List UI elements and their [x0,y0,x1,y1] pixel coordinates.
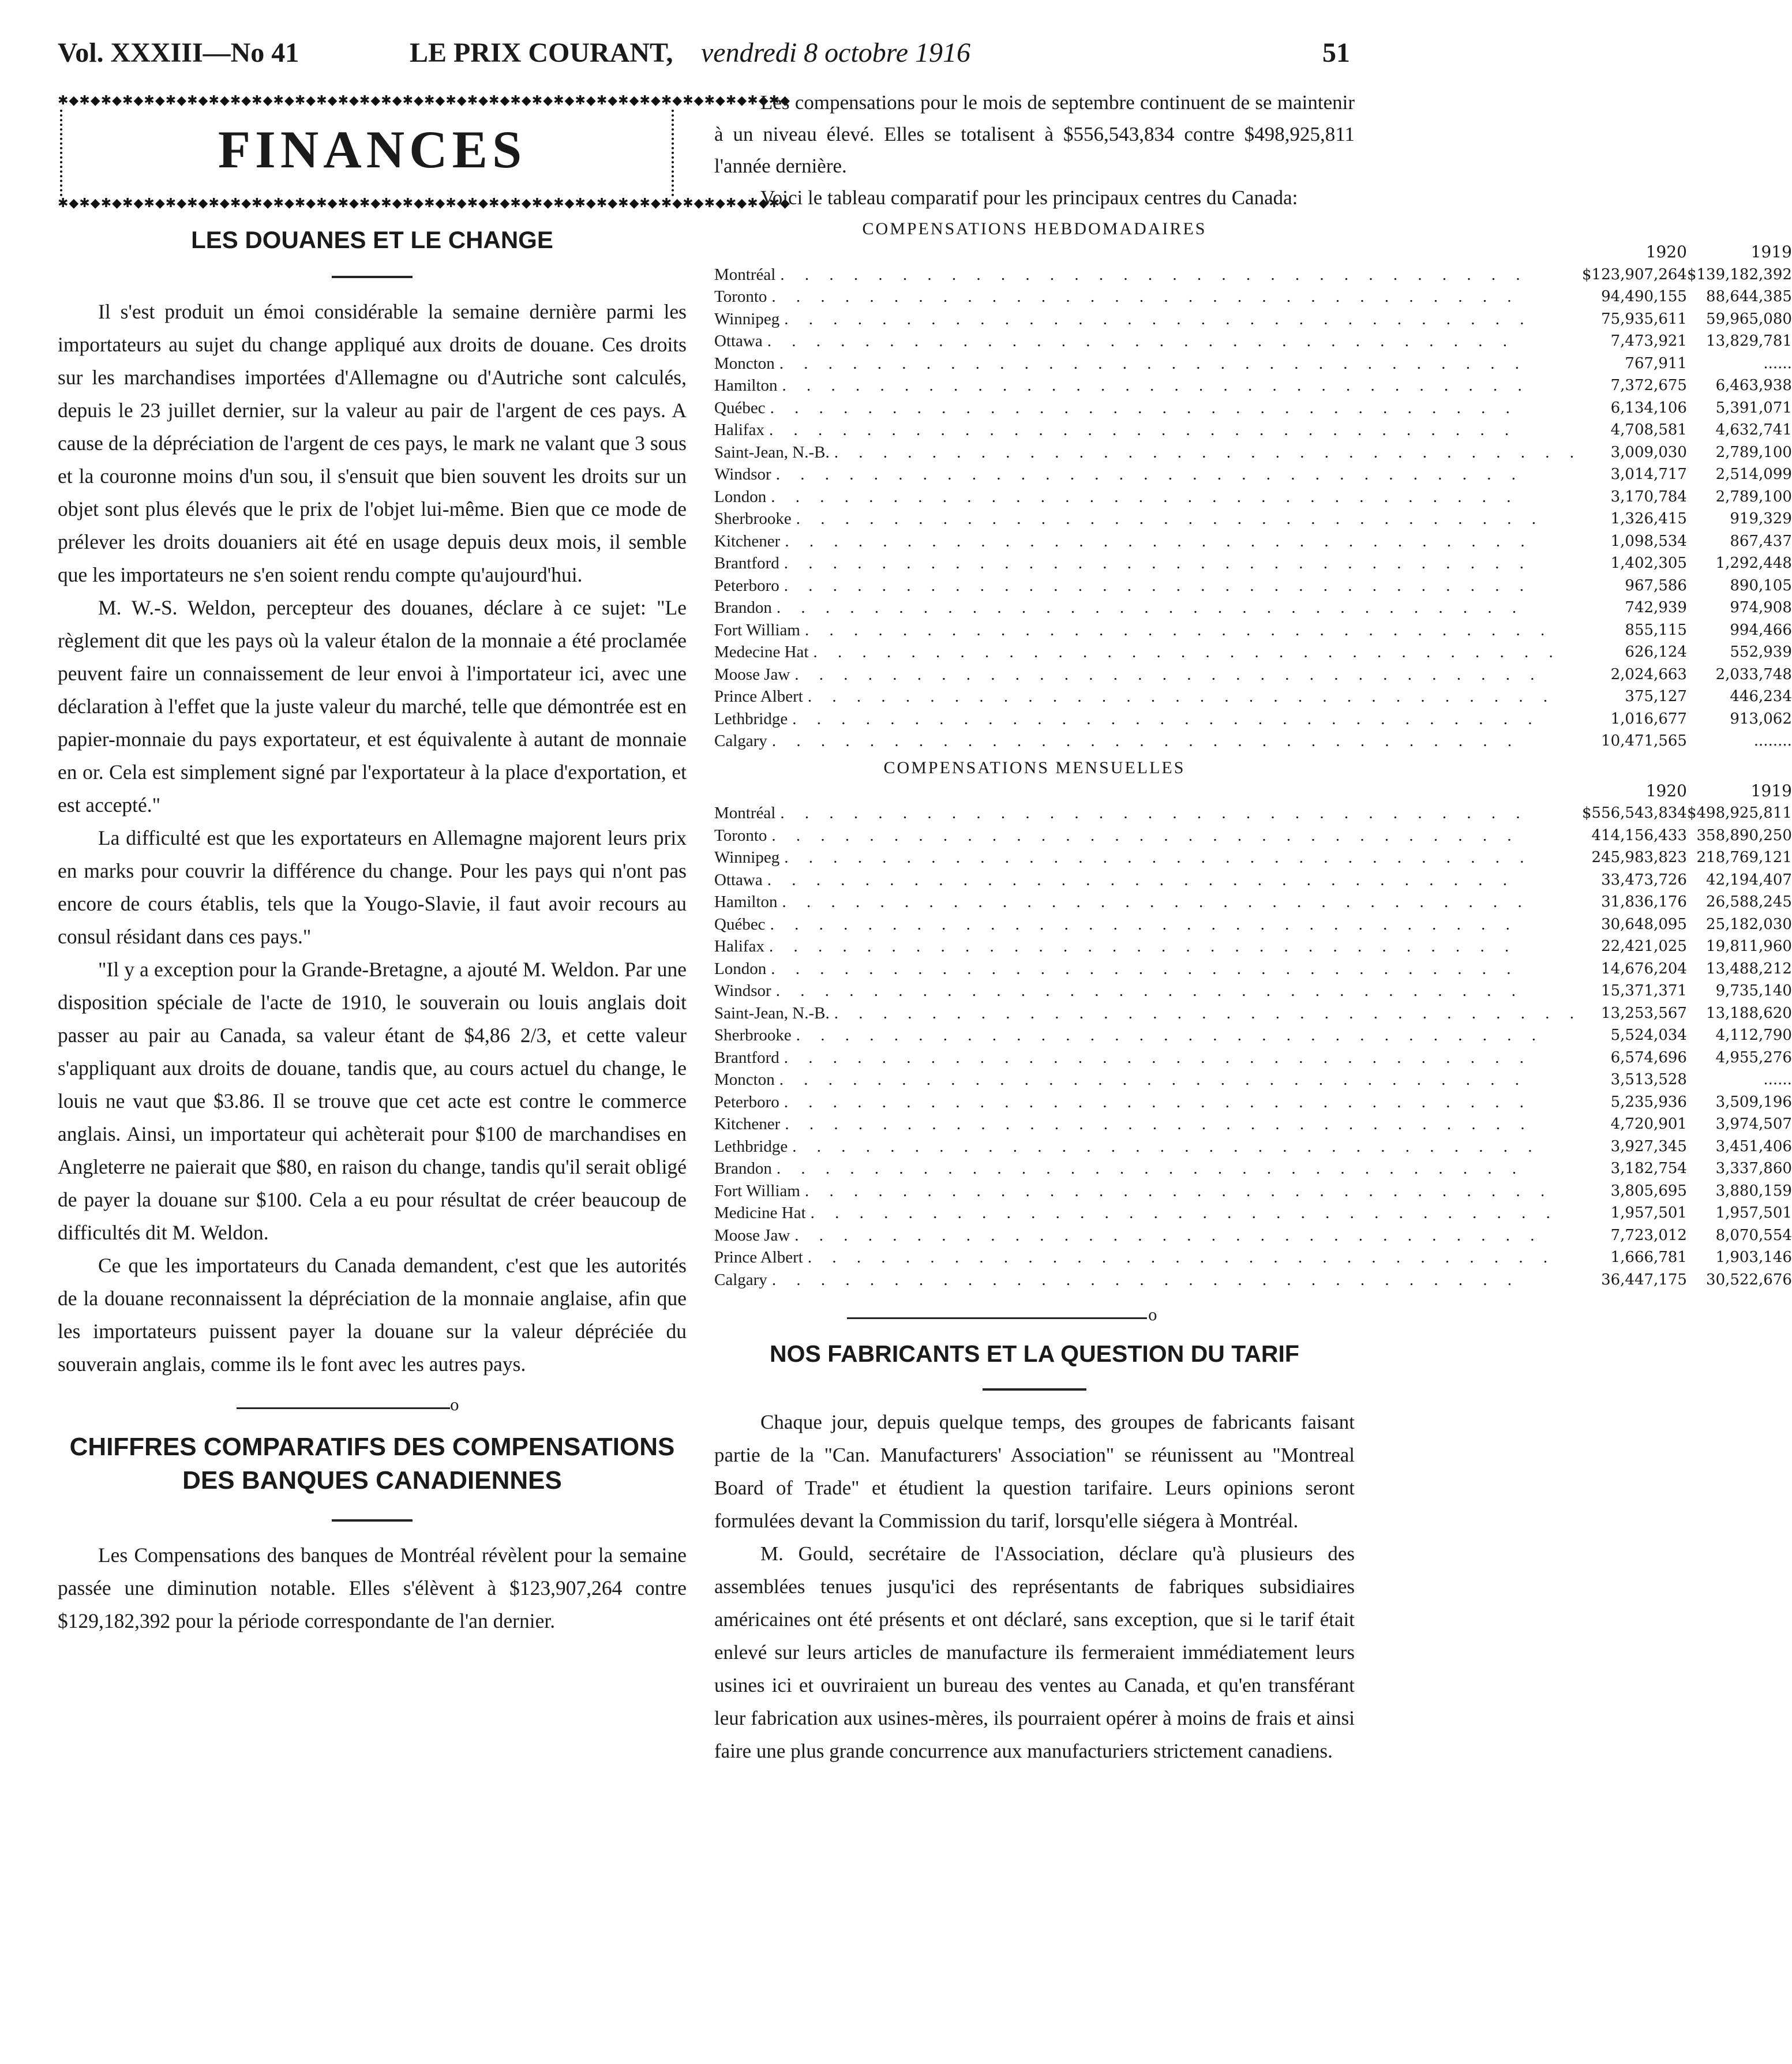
page-header [58,33,1350,80]
value-1920: 1,016,677 [1610,710,1687,728]
separator-glyph: o [450,1397,459,1414]
value-1919: 8,070,554 [1715,1226,1792,1244]
value-1919: $498,925,811 [1686,804,1792,822]
article-title-douanes: LES DOUANES ET LE CHANGE [191,226,553,253]
leader-dots: . . . . . . . . . . . . . . . . . . . . . . . . . . . . . . . [810,1204,1558,1222]
table-row [714,1047,1792,1069]
value-1920: 3,009,030 [1610,443,1687,461]
title-rule [983,1388,1086,1391]
leader-dots: . . . . . . . . . . . . . . . . . . . . . . . . . . . . . . . [796,1026,1544,1044]
city-name: Québec [714,398,766,417]
value-1920: 6,134,106 [1610,399,1687,417]
monthly-table-title: COMPENSATIONS MENSUELLES [883,758,1186,777]
value-1920: 1,402,305 [1610,555,1687,572]
leader-dots: . . . . . . . . . . . . . . . . . . . . . . . . . . . . . . . [771,287,1520,306]
leader-dots: . . . . . . . . . . . . . . . . . . . . . . . . . . . . . . . [770,398,1518,417]
article-paragraph: Les Compensations des banques de Montréal révèlent pour la semaine passée une diminution notable. Elles s'élèvent à $123,907,264 contre $129,182,392 pour la période correspondante de l'an dernier. [58,1544,687,1632]
value-1920: 5,524,034 [1610,1027,1687,1044]
city-name: Halifax [714,937,764,956]
value-1919: 26,588,245 [1706,893,1792,911]
finances-banner [58,87,790,219]
city-name: Lethbridge [714,1137,788,1156]
table-row [714,641,1792,664]
year-1919: 1919 [1750,781,1792,800]
article-paragraph: Il s'est produit un émoi considérable la semaine dernière parmi les importateurs au sujet du change appliqué aux droits de douane. Ces droits sur les marchandises importées d'Allemagne ou d'Autriche sont calculés, depuis le 23 juillet dernier, sur la valeur au pair de l'argent de ces pays. A cause de la dépréciation de l'argent de ces pays, le mark ne valant que 3 sous et la couronne moins d'un sou, il s'ensuit que bien souvent les droits sur un objet sont plus élevés que le prix de l'objet lui-même. Bien que ce mode de prélever les droits douaniers ait été en usage depuis deux mois, il semble que les importateurs ne s'en soient rendu compte qu'aujourd'hui. [58,300,687,586]
leader-dots: . . . . . . . . . . . . . . . . . . . . . . . . . . . . . . . [768,421,1517,439]
leader-dots: . . . . . . . . . . . . . . . . . . . . . . . . . . . . . . . [782,893,1530,911]
city-name: Halifax [714,421,764,439]
value-1920: 375,127 [1625,688,1687,705]
city-name: Sherbrooke [714,1026,792,1044]
value-1919: 4,632,741 [1715,421,1792,439]
city-name: London [714,959,767,978]
table-row [714,958,1792,980]
city-name: Lethbridge [714,709,788,728]
leader-dots: . . . . . . . . . . . . . . . . . . . . . . . . . . . . . . . [770,915,1518,934]
value-1919: 4,112,790 [1715,1027,1792,1044]
city-name: Windsor [714,982,771,1000]
city-name: Brantford [714,1048,779,1067]
value-1919: 1,957,501 [1715,1204,1792,1222]
table-row [714,1002,1792,1025]
value-1920: 1,666,781 [1610,1249,1687,1266]
leader-dots: . . . . . . . . . . . . . . . . . . . . . . . . . . . . . . . [792,709,1540,728]
table-year-header [714,241,1792,264]
value-1919: 42,194,407 [1706,871,1792,889]
city-name: Calgary [714,1270,767,1289]
table-row [714,597,1792,619]
table-row [714,486,1792,508]
leader-dots: . . . . . . . . . . . . . . . . . . . . . . . . . . . . . . . [780,804,1528,822]
value-1919: 6,463,938 [1715,377,1792,394]
table-row [714,397,1792,419]
value-1920: 75,935,611 [1601,310,1687,328]
leader-dots: . . . . . . . . . . . . . . . . . . . . . . . . . . . . . . . [794,665,1543,684]
city-name: Medecine Hat [714,643,809,661]
value-1919: 9,735,140 [1715,982,1792,999]
right-column [714,87,1792,1767]
city-name: Ottawa [714,332,763,350]
value-1919: 2,789,100 [1715,443,1792,461]
value-1919: 4,955,276 [1715,1048,1792,1066]
value-1920: 94,490,155 [1601,288,1687,305]
city-name: Calgary [714,732,767,750]
value-1920: 5,235,936 [1610,1093,1687,1111]
value-1920: 855,115 [1625,621,1687,639]
table-row [714,1202,1792,1224]
leader-dots: . . . . . . . . . . . . . . . . . . . . . . . . . . . . . . . [807,687,1556,706]
table-row [714,286,1792,308]
table-row [714,419,1792,441]
title-rule [332,276,413,278]
table-row [714,1091,1792,1114]
leader-dots: . . . . . . . . . . . . . . . . . . . . . . . . . . . . . . . [813,643,1561,661]
city-name: Kitchener [714,531,781,550]
article-paragraph: La difficulté est que les exportateurs en Allemagne majorent leurs prix en marks pour couvrir la différence du change. Pour les pays qui n'ont pas encore de cours établis, tels que la Yougo-Slavie, il faut avoir recours au consul résidant dans ces pays." [58,826,687,948]
city-name: Hamilton [714,376,778,395]
city-name: Brandon [714,598,772,617]
value-1919: 3,509,196 [1715,1093,1792,1111]
table-row [714,730,1792,752]
leader-dots: . . . . . . . . . . . . . . . . . . . . . . . . . . . . . . . [783,1048,1532,1067]
value-1920: 967,586 [1625,576,1687,594]
city-name: Windsor [714,465,771,484]
title-rule [332,1519,413,1522]
value-1920: 4,708,581 [1610,421,1687,439]
table-year-header [714,780,1792,803]
value-1919: 974,908 [1730,599,1792,616]
value-1919: 59,965,080 [1706,310,1792,328]
value-1920: 4,720,901 [1610,1115,1687,1133]
value-1920: 10,471,565 [1601,732,1687,750]
volume-number: Vol. XXXIII—No 41 [58,38,299,68]
leader-dots: . . . . . . . . . . . . . . . . . . . . . . . . . . . . . . . [768,937,1517,956]
table-row [714,846,1792,869]
city-name: Peterboro [714,576,779,595]
value-1919: 913,062 [1730,710,1792,728]
leader-dots: . . . . . . . . . . . . . . . . . . . . . . . . . . . . . . . [782,376,1530,395]
table-row [714,1113,1792,1136]
city-name: Brandon [714,1159,772,1178]
value-1919: 3,880,159 [1715,1182,1792,1200]
value-1920: 7,372,675 [1610,377,1687,394]
city-name: Moose Jaw [714,1226,790,1245]
city-name: Winnipeg [714,309,780,328]
year-1920: 1920 [1645,242,1687,261]
leader-dots: . . . . . . . . . . . . . . . . . . . . . . . . . . . . . . . [767,870,1515,889]
city-name: Fort William [714,1181,800,1200]
value-1919: ........ [1753,732,1792,750]
value-1919: 1,292,448 [1715,555,1792,572]
issue-date: vendredi 8 octobre 1916 [701,38,970,68]
leader-dots: . . . . . . . . . . . . . . . . . . . . . . . . . . . . . . . [834,1003,1582,1022]
leader-dots: . . . . . . . . . . . . . . . . . . . . . . . . . . . . . . . [804,1181,1553,1200]
table-row [714,1136,1792,1158]
value-1919: $139,182,392 [1686,265,1792,283]
value-1919: 358,890,250 [1696,826,1792,844]
table-row [714,264,1792,286]
table-row [714,708,1792,731]
value-1920: 245,983,823 [1591,849,1687,866]
value-1920: 36,447,175 [1601,1271,1687,1288]
value-1919: 2,789,100 [1715,488,1792,505]
value-1919: 88,644,385 [1706,288,1792,305]
leader-dots: . . . . . . . . . . . . . . . . . . . . . . . . . . . . . . . [783,554,1532,572]
value-1919: 3,974,507 [1715,1115,1792,1133]
value-1920: 22,421,025 [1601,938,1687,955]
value-1920: 3,170,784 [1610,488,1687,505]
value-1919: 13,188,620 [1706,1004,1792,1022]
value-1920: 30,648,095 [1601,915,1687,933]
table-row [714,575,1792,597]
table-row [714,935,1792,958]
value-1920: 13,253,567 [1601,1004,1687,1022]
leader-dots: . . . . . . . . . . . . . . . . . . . . . . . . . . . . . . . [771,826,1520,845]
leader-dots: . . . . . . . . . . . . . . . . . . . . . . . . . . . . . . . [784,309,1532,328]
article-paragraph: Voici le tableau comparatif pour les principaux centres du Canada: [760,186,1298,209]
city-name: Prince Albert [714,687,803,706]
value-1919: 1,903,146 [1715,1249,1792,1266]
city-name: Fort William [714,620,800,639]
value-1920: 3,513,528 [1610,1071,1687,1088]
leader-dots: . . . . . . . . . . . . . . . . . . . . . . . . . . . . . . . [779,1070,1527,1089]
value-1919: ...... [1763,1071,1792,1088]
city-name: Toronto [714,287,767,306]
table-row [714,353,1792,375]
value-1919: 446,234 [1730,688,1792,705]
leader-dots: . . . . . . . . . . . . . . . . . . . . . . . . . . . . . . . [783,1092,1532,1111]
banner-border-bottom: ✱◆✱◆✱◆✱◆✱◆✱◆✱◆✱◆✱◆✱◆✱◆✱◆✱◆✱◆✱◆✱◆✱◆✱◆✱◆✱◆✱◆✱◆✱◆✱◆✱◆✱◆✱◆✱◆✱◆✱◆✱◆✱◆✱◆✱◆ [58,196,790,211]
leader-dots: . . . . . . . . . . . . . . . . . . . . . . . . . . . . . . . [783,576,1532,595]
banner-border-top: ✱◆✱◆✱◆✱◆✱◆✱◆✱◆✱◆✱◆✱◆✱◆✱◆✱◆✱◆✱◆✱◆✱◆✱◆✱◆✱◆✱◆✱◆✱◆✱◆✱◆✱◆✱◆✱◆✱◆✱◆✱◆✱◆✱◆✱◆ [58,93,790,108]
leader-dots: . . . . . . . . . . . . . . . . . . . . . . . . . . . . . . . [776,598,1525,617]
value-1920: 742,939 [1625,599,1687,616]
city-name: London [714,487,767,506]
value-1920: 7,723,012 [1610,1226,1687,1244]
value-1919: 2,033,748 [1715,665,1792,683]
leader-dots: . . . . . . . . . . . . . . . . . . . . . . . . . . . . . . . [780,265,1528,284]
leader-dots: . . . . . . . . . . . . . . . . . . . . . . . . . . . . . . . [834,443,1582,462]
value-1920: 2,024,663 [1610,665,1687,683]
table-row [714,869,1792,891]
article-paragraph: Ce que les importateurs du Canada demandent, c'est que les autorités de la douane reconnaissent la dépréciation de la monnaie anglaise, afin que les importateurs puissent payer la douane sur la valeur dépréciée du souverain anglais, comme ils le font avec les autres pays. [58,1254,687,1376]
table-row [714,1158,1792,1180]
value-1919: 19,811,960 [1706,938,1792,955]
leader-dots: . . . . . . . . . . . . . . . . . . . . . . . . . . . . . . . [804,620,1553,639]
table-row [714,1246,1792,1269]
value-1920: 14,676,204 [1601,960,1687,977]
article-paragraph: Les compensations pour le mois de septembre continuent de se maintenir à un niveau élevé. Elles se totalisent à $556,543,834 contre $498,925,811 l'année dernière. [714,91,1355,177]
table-row [714,1269,1792,1291]
table-row [714,1024,1792,1047]
value-1920: 3,014,717 [1610,466,1687,483]
leader-dots: . . . . . . . . . . . . . . . . . . . . . . . . . . . . . . . [792,1137,1540,1156]
leader-dots: . . . . . . . . . . . . . . . . . . . . . . . . . . . . . . . [779,354,1527,373]
city-name: Moncton [714,1070,775,1089]
city-name: Toronto [714,826,767,845]
leader-dots: . . . . . . . . . . . . . . . . . . . . . . . . . . . . . . . [796,510,1544,528]
value-1919: 3,451,406 [1715,1137,1792,1155]
city-name: Ottawa [714,870,763,889]
table-row [714,552,1792,575]
table-row [714,664,1792,686]
weekly-compensations-table [714,241,1792,752]
value-1919: 867,437 [1730,532,1792,550]
value-1920: 15,371,371 [1601,982,1687,999]
leader-dots: . . . . . . . . . . . . . . . . . . . . . . . . . . . . . . . [776,1159,1525,1178]
table-row [714,913,1792,936]
value-1920: 6,574,696 [1610,1048,1687,1066]
table-row [714,463,1792,486]
city-name: Hamilton [714,893,778,911]
value-1920: 3,805,695 [1610,1182,1687,1200]
city-name: Prince Albert [714,1248,803,1267]
city-name: Winnipeg [714,848,780,867]
page-number: 51 [1322,38,1350,68]
article-title-compensations: CHIFFRES COMPARATIFS DES COMPENSATIONS DES BANQUES CANADIENNES [69,1433,675,1494]
year-1920: 1920 [1645,781,1687,800]
article-paragraph: Chaque jour, depuis quelque temps, des groupes de fabricants faisant partie de la "Can. Manufacturers' Association" se réunissent au "Montreal Board of Trade" et étudient la question tarifaire. Leurs opinions seront formulées devant la Commission du tarif, lorsqu'elle siégera à Montréal. [714,1411,1355,1532]
leader-dots: . . . . . . . . . . . . . . . . . . . . . . . . . . . . . . . [785,531,1533,550]
value-1920: 7,473,921 [1610,332,1687,350]
table-row [714,374,1792,397]
table-row [714,685,1792,708]
value-1919: 890,105 [1730,576,1792,594]
table-row [714,1224,1792,1247]
table-row [714,530,1792,553]
table-row [714,802,1792,825]
table-row [714,1069,1792,1091]
value-1919: 5,391,071 [1715,399,1792,417]
value-1919: 994,466 [1730,621,1792,639]
leader-dots: . . . . . . . . . . . . . . . . . . . . . . . . . . . . . . . [775,465,1524,484]
value-1920: 1,326,415 [1610,510,1687,527]
value-1920: 414,156,433 [1591,826,1687,844]
leader-dots: . . . . . . . . . . . . . . . . . . . . . . . . . . . . . . . [785,1115,1533,1133]
value-1920: 1,098,534 [1610,532,1687,550]
value-1919: 13,488,212 [1706,960,1792,977]
value-1919: 919,329 [1730,510,1792,527]
separator-glyph: o [1148,1307,1157,1324]
leader-dots: . . . . . . . . . . . . . . . . . . . . . . . . . . . . . . . [771,1270,1520,1289]
leader-dots: . . . . . . . . . . . . . . . . . . . . . . . . . . . . . . . [771,487,1519,506]
table-row [714,508,1792,530]
article-separator [58,1396,687,1419]
value-1920: 31,836,176 [1601,893,1687,911]
value-1920: $556,543,834 [1582,804,1687,822]
publication-title: LE PRIX COURANT, [410,38,673,68]
table-row [714,980,1792,1002]
value-1919: 2,514,099 [1715,466,1792,483]
section-banner-title: FINANCES [218,120,527,179]
city-name: Saint-Jean, N.-B. [714,443,830,462]
city-name: Saint-Jean, N.-B. [714,1003,830,1022]
city-name: Québec [714,915,766,934]
leader-dots: . . . . . . . . . . . . . . . . . . . . . . . . . . . . . . . [784,848,1532,867]
leader-dots: . . . . . . . . . . . . . . . . . . . . . . . . . . . . . . . [767,332,1515,350]
city-name: Moose Jaw [714,665,790,684]
article-separator [714,1306,1355,1329]
city-name: Montréal [714,265,776,284]
value-1919: 218,769,121 [1696,849,1792,866]
article-paragraph: "Il y a exception pour la Grande-Bretagne, a ajouté M. Weldon. Par une disposition spéciale de l'acte de 1910, le souverain ou louis anglais doit passer au pair au Canada, sa valeur étant de $4,86 2/3, et cette valeur s'appliquant aux droits de douane, tandis que, au cours actuel du change, le louis ne vaut que $3.86. Il se trouve que cet acte est contre le commerce anglais. Ainsi, un importateur qui achèterait pour $100 de marchandises en Angleterre ne paierait que $80, en raison du change, tandis qu'il serait obligé de payer la douane sur $100. Cela a eu pour résultat de créer beaucoup de difficultés dit M. Weldon. [58,958,687,1244]
leader-dots: . . . . . . . . . . . . . . . . . . . . . . . . . . . . . . . [794,1226,1543,1245]
leader-dots: . . . . . . . . . . . . . . . . . . . . . . . . . . . . . . . [771,732,1520,750]
city-name: Peterboro [714,1092,779,1111]
article-title-fabricants: NOS FABRICANTS ET LA QUESTION DU TARIF [770,1340,1299,1367]
value-1919: 25,182,030 [1706,915,1792,933]
table-row [714,441,1792,464]
leader-dots: . . . . . . . . . . . . . . . . . . . . . . . . . . . . . . . [771,959,1519,978]
weekly-table-title: COMPENSATIONS HEBDOMADAIRES [862,219,1207,238]
table-row [714,308,1792,331]
value-1920: 626,124 [1625,643,1687,661]
value-1919: ...... [1763,354,1792,372]
city-name: Medicine Hat [714,1204,806,1222]
monthly-compensations-table [714,780,1792,1291]
value-1919: 3,337,860 [1715,1160,1792,1177]
table-row [714,619,1792,642]
value-1920: 767,911 [1625,354,1687,372]
value-1919: 13,829,781 [1706,332,1792,350]
city-name: Kitchener [714,1115,781,1133]
table-row [714,1180,1792,1203]
value-1919: 30,522,676 [1706,1271,1792,1288]
year-1919: 1919 [1750,242,1792,261]
city-name: Sherbrooke [714,510,792,528]
article-paragraph: M. W.-S. Weldon, percepteur des douanes, déclare à ce sujet: "Le règlement dit que les pays où la valeur étalon de la monnaie a été proclamée peuvent faire un connaissement de leur envoi à l'importateur ici, avec une déclaration à l'effet que la juste valeur du marché, telle que démontrée est en papier-monnaie du pays exportateur, et est équivalente à autant de monnaie en or. Cela est simplement signé par l'exportateur à la place d'exportation, et est accepté." [58,596,687,816]
city-name: Brantford [714,554,779,572]
city-name: Montréal [714,804,776,822]
leader-dots: . . . . . . . . . . . . . . . . . . . . . . . . . . . . . . . [807,1248,1556,1267]
table-row [714,330,1792,353]
value-1919: 552,939 [1730,643,1792,661]
value-1920: 1,957,501 [1610,1204,1687,1222]
value-1920: 33,473,726 [1601,871,1687,889]
article-paragraph: M. Gould, secrétaire de l'Association, déclare qu'à plusieurs des assemblées tenues jusqu'ici des représentants de fabriques subsidiaires américaines ont été présents et ont déclaré, sans exception, que si le tarif était enlevé sur leurs articles de manufacture ils fermeraient immédiatement leurs usines ici et ouvriraient un bureau des ventes au Canada, et qu'en transférant leur fabrication aux usines-mères, ils pourraient opérer à moins de frais et ainsi faire une plus grande concurrence aux manufacturiers strictement canadiens. [714,1542,1355,1762]
leader-dots: . . . . . . . . . . . . . . . . . . . . . . . . . . . . . . . [775,982,1524,1000]
table-row [714,891,1792,913]
value-1920: 3,927,345 [1610,1137,1687,1155]
value-1920: 3,182,754 [1610,1160,1687,1177]
city-name: Moncton [714,354,775,373]
value-1920: $123,907,264 [1582,265,1687,283]
table-row [714,825,1792,847]
